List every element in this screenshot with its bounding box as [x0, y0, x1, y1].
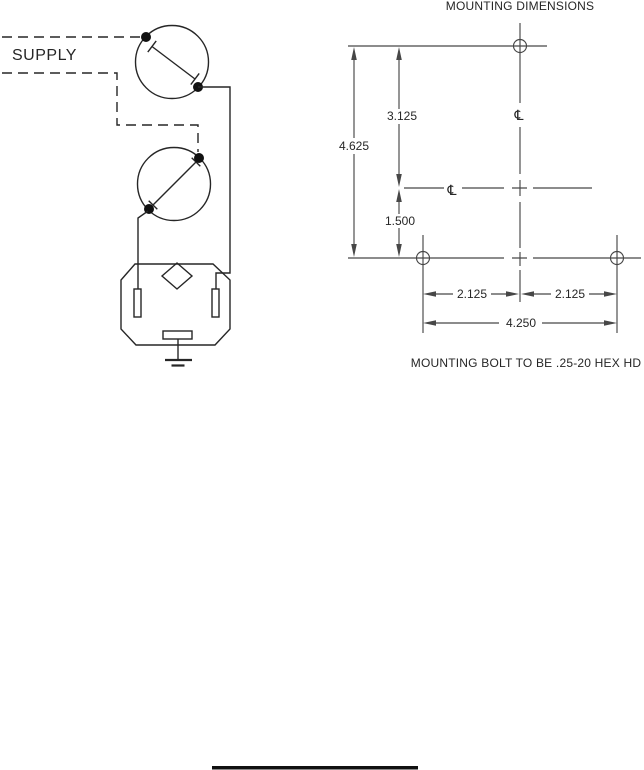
dim-1500-arrow-up: [396, 189, 402, 202]
terminal-slot-left: [134, 289, 141, 317]
terminal-slot-right: [212, 289, 219, 317]
horizontal-centerline-symbol: ℄: [447, 183, 457, 199]
dim-4250-label: 4.250: [505, 316, 537, 330]
diamond-indicator: [162, 263, 192, 289]
supply-dashed-line-bottom: [2, 73, 198, 152]
fuse-1-end-tick-top: [148, 41, 156, 52]
dim-2125-right-arrow-right: [604, 291, 617, 297]
dim-2125-left-arrow-left: [423, 291, 436, 297]
fuse-1-element: [152, 47, 195, 80]
mounting-bolt-note: MOUNTING BOLT TO BE .25-20 HEX HD: [410, 356, 642, 370]
wire-fuse2-to-device: [138, 211, 148, 289]
terminal-slot-bottom: [163, 331, 192, 339]
dim-2125-right-arrow-left: [521, 291, 534, 297]
fuse-2-element: [153, 162, 196, 205]
dim-4250-arrow-left: [423, 320, 436, 326]
dim-1500-label: 1.500: [384, 214, 416, 228]
fuse-1-terminal-dot-in: [141, 32, 151, 42]
dim-4625-arrow-down: [351, 244, 357, 257]
dim-4625-arrow-up: [351, 47, 357, 60]
dim-2125-left-label: 2.125: [456, 287, 488, 301]
dim-1500-arrow-down: [396, 244, 402, 257]
fuse-2-terminal-dot-in: [194, 153, 204, 163]
dim-3125-arrow-up: [396, 47, 402, 60]
dim-3125-label: 3.125: [386, 109, 418, 123]
footer-rule: [212, 766, 418, 770]
wire-fuse1-to-device: [198, 87, 230, 289]
mounting-dimensions-title: MOUNTING DIMENSIONS: [445, 0, 595, 13]
wiring-schematic: [2, 26, 230, 366]
mounting-dimensions-drawing: [339, 0, 641, 370]
dim-4625-label: 4.625: [338, 139, 370, 153]
dim-2125-right-label: 2.125: [554, 287, 586, 301]
supply-label: SUPPLY: [12, 47, 77, 64]
dim-4250-arrow-right: [604, 320, 617, 326]
vertical-centerline-symbol: ℄: [514, 108, 524, 124]
dim-3125-arrow-down: [396, 174, 402, 187]
dim-2125-left-arrow-right: [506, 291, 519, 297]
